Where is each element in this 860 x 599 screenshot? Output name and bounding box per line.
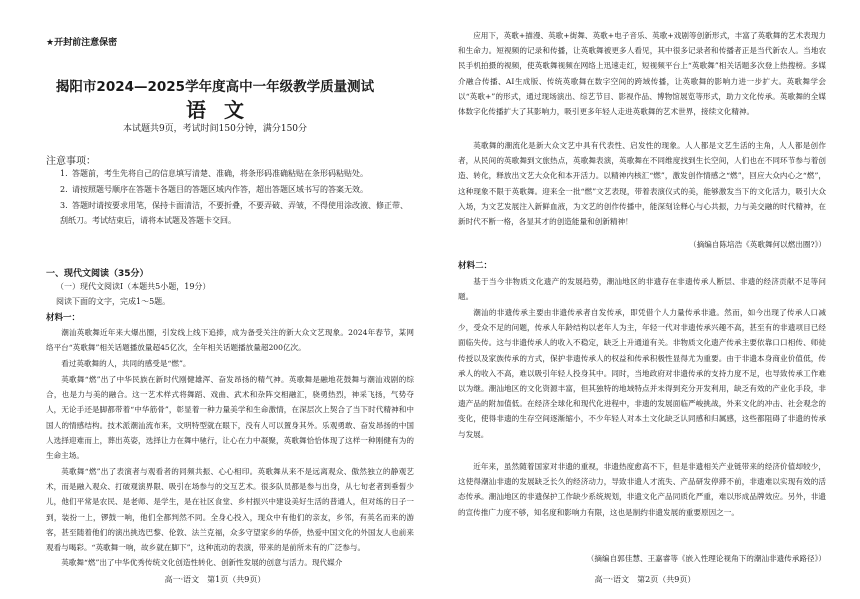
subsection-heading: （一）现代文阅读Ⅰ（本题共5小题，19分） <box>56 282 211 291</box>
note-item <box>60 198 412 228</box>
note-text: 答题前，考生先将自己的信息填写清楚、准确，将条形码准确粘贴在条形码粘贴处。 <box>72 169 368 178</box>
material-label: 材料一： <box>46 313 81 323</box>
page-footer: 高一·语文 第1页（共9页） <box>164 575 266 584</box>
note-number: 3. <box>60 201 68 210</box>
section-heading: 一、现代文阅读（35分） <box>46 269 149 279</box>
note-text: 请按照题号顺序在答题卡各题目的答题区域内作答，超出答题区域书写的答案无效。 <box>72 185 368 194</box>
page-footer: 高一·语文 第2页（共9页） <box>594 575 696 584</box>
notes-heading: 注意事项： <box>46 156 96 167</box>
body-paragraph: 近年来，虽然随着国家对非遗的重视，非遗热度愈高不下，但是非遗相关产业链带来的经济价值却较少，这使得潮汕非遗的发展缺乏长久的经济动力，导致非遗人才流失、产品研发停滞不前，非遗难以实现有效的活态传承。潮汕地区的非遗保护工作缺少系统规划，非遗文化产品同质化严重，难以形成品牌效应。另外，非遗的宣传推广力度不够，知名度和影响力有限，这也是制约非遗发展的重要原因之一。 <box>458 462 826 517</box>
confidential-notice: ★开封前注意保密 <box>46 38 118 48</box>
note-text: 答题时请按要求用笔，保持卡面清洁，不要折叠，不要弄破、弄皱，不得使用涂改液、修正带、刮纸刀。考试结束后，请将本试题及答题卡交回。 <box>60 201 408 225</box>
body-paragraph: 应用下，英歌+描漫、英歌+街舞、英歌+电子音乐、英歌+戏剧等创新形式，丰富了英歌舞的艺术表现力和生命力。短视频的记录和传播，让英歌舞被更多人看见，其中很多记录者和传播者正是当代新农人。当地农民手机拍摄的视频，使英歌舞视频在网络上迅速走红，短视频平台上“英歌舞”相关话题多次登上热搜榜。多媒介融合传播、AI生成版、传统英歌舞在数字空间的跨域传播，让英歌舞的影响力进一步扩大。英歌舞学会以“英歌+”的形式，通过现场演出、综艺节目、影视作品、博物馆展览等形式，助力文化传承。英歌舞的全媒体数字化传播扩大了其影响力，吸引更多年轻人走进英歌舞的艺术世界，接续文化精神。 <box>458 31 826 117</box>
exam-meta: 本试题共9页，考试时间150分钟，满分150分 <box>122 124 308 134</box>
material-label: 材料二： <box>458 261 493 271</box>
note-item <box>60 166 412 181</box>
body-paragraph: 潮汕的非遗传承主要由非遗传承者自发传承，即凭借个人力量传承非遗。然而，如今出现了传承人口减少，受众不足的问题，传承人年龄结构以老年人为主，年轻一代对非遗传承兴趣不高，甚至有的非遗项目已经面临失传。这与非遗传承人的收入不稳定，缺乏上升通道有关。非物质文化遗产传承主要依靠口口相传、师徒传授以及家族传承的方式，保护非遗传承人的权益和传承积极性显得尤为重要。由于非遗本身商业价值低，传承人的收入不高，难以吸引年轻人投身其中。同时，当地政府对非遗传承的支持力度不足，也导致传承工作难以为继。潮汕地区的文化资源丰富，但其独特的地域特点并未得到充分开发利用，缺乏有效的产业化手段，非遗产品的附加值低。在经济全球化和现代化进程中，非遗的发展面临严峻挑战，外来文化的冲击、社会观念的变化，使得非遗的生存空间逐渐缩小，不少年轻人对本土文化缺乏认同感和归属感，这些都阻碍了非遗的传承与发展。 <box>458 308 826 439</box>
body-paragraph: 英歌舞“燃”出了中华优秀传统文化创造性转化、创新性发展的创意与活力。现代媒介 <box>61 558 343 567</box>
body-paragraph: 英歌舞“燃”出了表演者与观看者的同频共振、心心相印。英歌舞从来不是远离观众、傲然独立的静观艺术，而是融入观众、打破观演界限、吸引在场参与的交互艺术。很多队员都是参与出身，从七旬老者到垂髫少儿，他们平常是农民、是老师、是学生，是在社区食堂、乡村振兴中建设美好生活的普通人，但对练的日子一到，装扮一上，锣鼓一响，他们全都判然不同。全身心投入，现众中有他们的亲友，乡邻，有英名而来的游客，甚至随着他们的演出挑选巴黎、伦敦、法兰克福，众多守望家乡的华侨，热爱中国文化的外国友人也前来观看与喝彩。“英歌舞一响，故乡就在脚下”，这种流动的表演，带来的是前所未有的广泛参与。 <box>46 467 414 553</box>
body-paragraph: 看过英歌舞的人，共同的感受是“燃”。 <box>61 359 191 368</box>
reading-instruction: 阅读下面的文字，完成1～5题。 <box>56 297 171 306</box>
exam-title: 揭阳市2024—2025学年度高中一年级教学质量测试 <box>55 79 375 95</box>
source-citation: （摘编自陈培浩《英歌舞何以燃出圈?》） <box>689 240 826 249</box>
body-paragraph: 基于当今非物质文化遗产的发展趋势，潮汕地区的非遗存在非遗传承人断层、非遗的经济贡献不足等问题。 <box>458 277 826 302</box>
note-number: 1. <box>60 169 68 178</box>
note-number: 2. <box>60 185 68 194</box>
body-paragraph: 潮汕英歌舞近年来大爆出圈，引发线上线下追捧，成为备受关注的新大众文艺现象。2024年春节，某网络平台“英歌舞”相关话题播放量超45亿次，全年相关话题播放量超200亿次。 <box>46 328 414 353</box>
body-paragraph: 英歌舞的潮流化是新大众文艺中具有代表性、启发性的现象。人人都是文艺生活的主角，人人都是创作者，从民间的英歌舞到文旅热点，英歌舞表演，英歌舞在不同维度找到生长空间，人们也在不同环节参与着创造、转化，释放出文艺大众化和本开活力。以精神内核汇“燃”，激发创作情感之“燃”，回应大众内心之“燃”，这种现象不限于英歌舞。迎来全一批“燃”文艺表现，带着表演仪式的美，能够激发当下的文化活力，吸引大众入场，为文艺发展注入新鲜血液，为文艺的创作传播中，能深刻诠释心与心共振，力与美交融的时代精神，在新时代不断一格，各显其才的创造能量和创新精神！ <box>458 141 826 227</box>
body-paragraph: 英歌舞“燃”出了中华民族在新时代刚健雄浑、奋发昂扬的精气神。英歌舞是融地花鼓舞与潮汕戏剧的综合，也是力与美的融合。这一艺术样式将舞蹈、戏曲、武术和杂阵交相融汇，骁勇热烈，神采飞扬，气势夺人，无论手还是脚都带着“中华筋骨”，彰显着一种力量美学和生命激情，在深层次上契合了当下时代精神和中国人的情感结构。技术派潮汕流布来，文明特型就在眼下，没有人可以置身其外。乐观勇敢、奋发昂扬的中国人选择迎难而上，葬出英姿，选择让力在舞中驰行，让心在力中凝聚，英歌舞恰恰体现了这样一种刚健有为的生命主场。 <box>46 375 414 461</box>
subject-title: 语文 <box>186 98 262 122</box>
note-item <box>60 182 412 197</box>
source-citation: （摘编自郭佳慧、王嘉睿等《嵌入性理论视角下的潮汕非遗传承路径》） <box>586 554 826 563</box>
